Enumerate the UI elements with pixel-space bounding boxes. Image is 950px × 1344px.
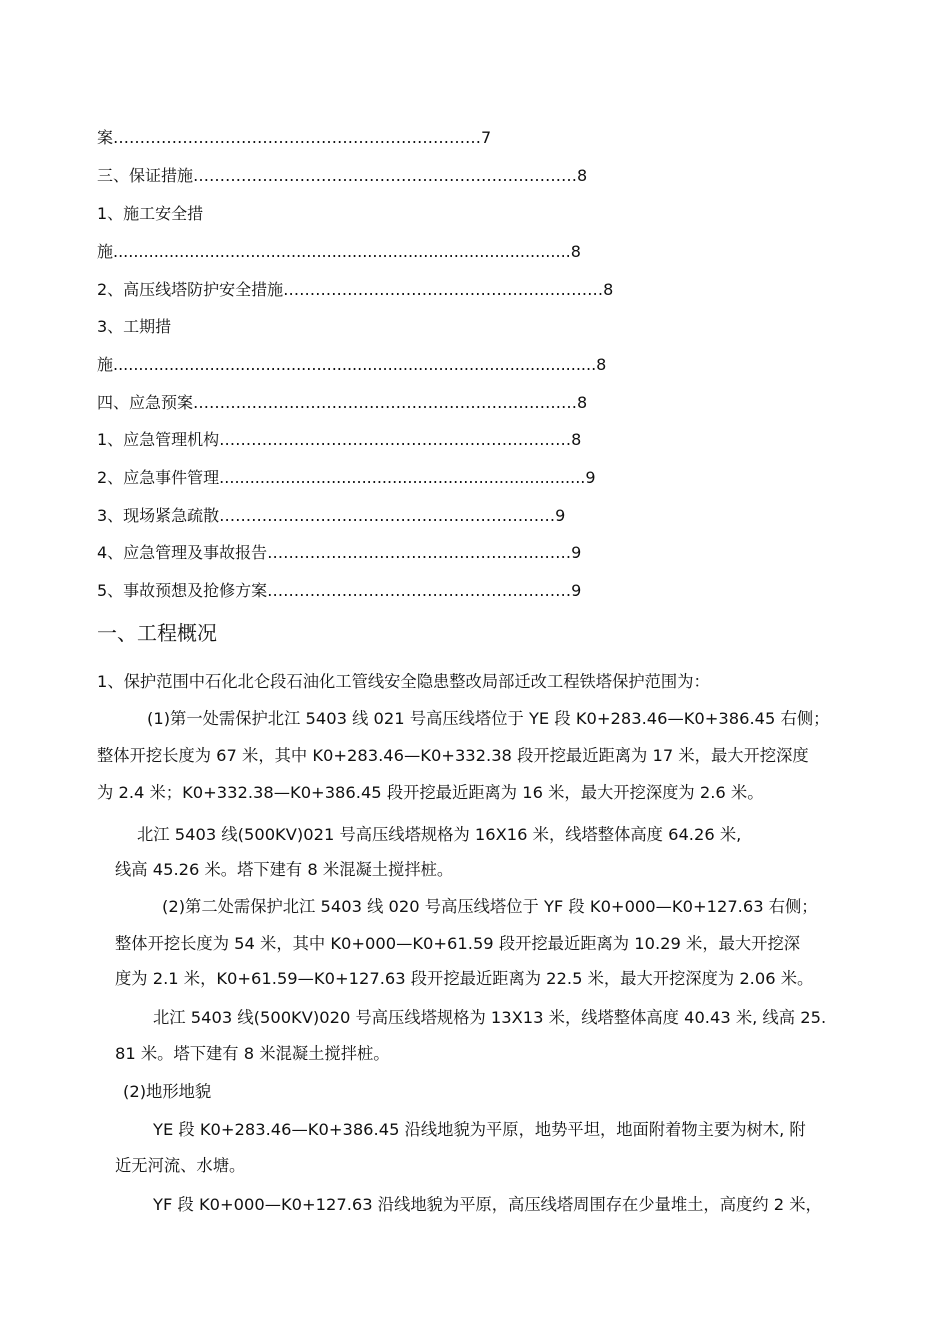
body-line: (2)第二处需保护北江 5403 线 020 号高压线塔位于 YF 段 K0+000—K0+127.63 右侧； xyxy=(162,897,818,916)
body-line: 81 米。塔下建有 8 米混凝土搅拌桩。 xyxy=(115,1044,390,1063)
body-line: 度为 2.1 米，K0+61.59—K0+127.63 段开挖最近距离为 22.5 米，最大开挖深度为 2.06 米。 xyxy=(115,969,814,988)
body-line: 线高 45.26 米。塔下建有 8 米混凝土搅拌桩。 xyxy=(115,860,454,879)
body-line: (1)第一处需保护北江 5403 线 021 号高压线塔位于 YE 段 K0+283.46—K0+386.45 右侧； xyxy=(147,709,830,728)
body-line: 北江 5403 线(500KV)021 号高压线塔规格为 16X16 米，线塔整体高度 64.26 米, xyxy=(137,825,742,844)
body-line: YF 段 K0+000—K0+127.63 沿线地貌为平原，高压线塔周围存在少量堆土，高度约 2 米， xyxy=(153,1195,822,1214)
toc-entry: 施...............................................................................................8 xyxy=(97,355,607,374)
body-line: 1、保护范围中石化北仑段石油化工管线安全隐患整改局部迁改工程铁塔保护范围为： xyxy=(97,672,710,691)
toc-entry: 3、现场紧急疏散………………………………………………………9 xyxy=(97,506,566,525)
toc-entry: 2、应急事件管理........................................................................9 xyxy=(97,468,596,487)
toc-entry: 4、应急管理及事故报告…………………………………………………9 xyxy=(97,543,582,562)
body-line: 为 2.4 米；K0+332.38—K0+386.45 段开挖最近距离为 16 米，最大开挖深度为 2.6 米。 xyxy=(97,783,764,802)
toc-entry: 施..........................................................................................8 xyxy=(97,242,581,261)
subsection-heading: (2)地形地貌 xyxy=(123,1082,212,1101)
section-heading: 一、工程概况 xyxy=(97,621,217,645)
toc-entry: 三、保证措施………………………………………………………………8 xyxy=(97,166,588,185)
body-line: 北江 5403 线(500KV)020 号高压线塔规格为 13X13 米，线塔整体高度 40.43 米, 线高 25. xyxy=(153,1008,827,1027)
toc-entry: 1、施工安全措 xyxy=(97,204,204,223)
toc-entry: 四、应急预案………………………………………………………………8 xyxy=(97,393,588,412)
body-line: 近无河流、水塘。 xyxy=(115,1156,246,1175)
body-line: YE 段 K0+283.46—K0+386.45 沿线地貌为平原，地势平坦，地面附着物主要为树木, 附 xyxy=(153,1120,806,1139)
toc-entry: 2、高压线塔防护安全措施……………………………………………………8 xyxy=(97,280,614,299)
body-line: 整体开挖长度为 67 米，其中 K0+283.46—K0+332.38 段开挖最近距离为 17 米，最大开挖深度 xyxy=(97,746,809,765)
body-line: 整体开挖长度为 54 米，其中 K0+000—K0+61.59 段开挖最近距离为 10.29 米，最大开挖深 xyxy=(115,934,801,953)
toc-entry: 5、事故预想及抢修方案…………………………………………………9 xyxy=(97,581,582,600)
toc-entry: 3、工期措 xyxy=(97,317,172,336)
toc-entry: 1、应急管理机构…………………………………………………………8 xyxy=(97,430,582,449)
toc-entry: 案……………………………………………………………7 xyxy=(97,128,492,147)
